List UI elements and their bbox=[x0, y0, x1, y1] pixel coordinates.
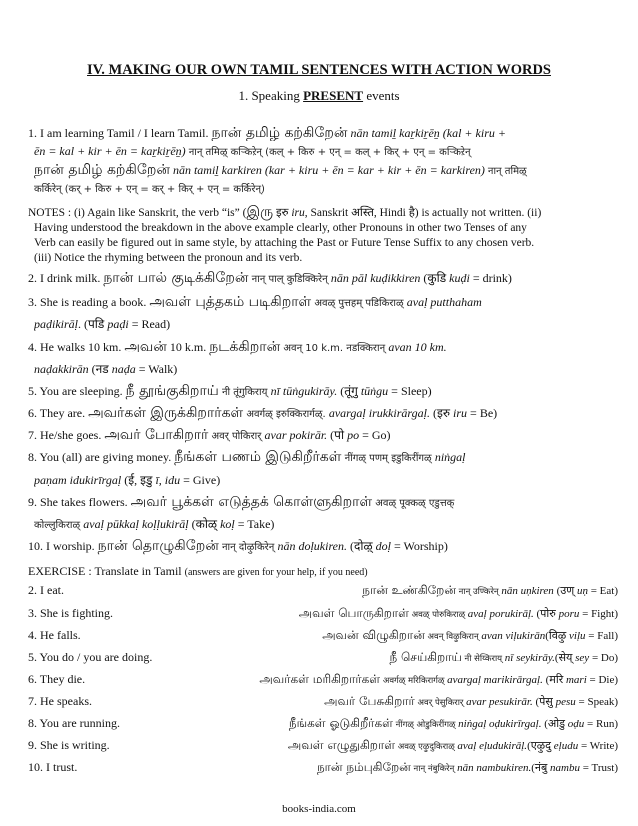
text-segment: iru bbox=[291, 207, 305, 219]
text-segment: (iii) Notice the rhyming between the pronoun and its verb. bbox=[34, 252, 303, 264]
text-segment: (पो bbox=[327, 428, 348, 442]
text-segment: nī seykirāy. bbox=[504, 652, 555, 664]
subtitle-prefix: 1. Speaking bbox=[238, 88, 304, 103]
text-segment: paḍi bbox=[107, 317, 129, 331]
text-segment: (कुडि bbox=[420, 271, 450, 285]
text-segment: avar pesukirār. bbox=[466, 696, 533, 708]
text-segment: நான் பால் குடிக்கிறேன் bbox=[103, 270, 249, 286]
exercise-answer bbox=[389, 650, 618, 666]
text-segment: 8. You (all) are giving money. bbox=[28, 450, 175, 464]
sentence-line bbox=[34, 316, 618, 332]
text-segment: nān doḷukiren. bbox=[277, 539, 347, 553]
text-segment: avaḷ pūkkaḷ koḷḷukirāḷ bbox=[83, 517, 189, 531]
text-segment: = Fight) bbox=[579, 608, 618, 620]
text-segment: poru bbox=[558, 608, 580, 620]
text-segment: = Walk) bbox=[135, 362, 178, 376]
text-segment: (ई, इडु bbox=[121, 473, 156, 487]
text-segment: (ओडु bbox=[541, 718, 568, 730]
text-segment: = Write) bbox=[578, 740, 618, 752]
text-segment: நீங்கள் பணம் இடுகிறீர்கள் bbox=[174, 449, 342, 465]
text-segment: (दोऴ् bbox=[347, 539, 376, 553]
text-segment: = Go) bbox=[359, 428, 391, 442]
text-segment: (मरि bbox=[542, 674, 566, 686]
sentence-line bbox=[28, 125, 618, 141]
text-segment: = Be) bbox=[467, 406, 498, 420]
text-segment: नींगळ् ओडुकिरींगळ् bbox=[392, 720, 459, 730]
text-segment: eḷudu bbox=[553, 740, 579, 752]
text-segment: (विऴु bbox=[545, 630, 570, 642]
text-segment: नान् तमिऴ् bbox=[487, 166, 527, 177]
exercise-answer bbox=[317, 760, 618, 776]
exercise-question: 3. She is fighting. bbox=[28, 606, 114, 620]
text-segment: avan viḷukirān bbox=[481, 630, 546, 642]
text-segment: நீங்கள் ஓடுகிறீர்கள் bbox=[288, 716, 393, 730]
text-segment: 6. They are. bbox=[28, 406, 89, 420]
sentence-line bbox=[34, 516, 618, 534]
exercise-question: 10. I trust. bbox=[28, 760, 78, 774]
text-segment: nān tamiḻ karkiren (kar + kiru + ēn = kar + kir + ēn = karkiren) bbox=[169, 163, 488, 177]
text-segment: नान् पाल् कुडिक्किरेन् bbox=[248, 274, 331, 285]
sentence-line bbox=[28, 405, 618, 423]
text-segment: iru bbox=[453, 406, 468, 420]
text-segment: nān uṇkiren bbox=[501, 585, 554, 597]
text-segment: अवर् पोकिरार् bbox=[208, 431, 265, 442]
text-segment: நான் உண்கிறேன் bbox=[362, 583, 456, 597]
text-segment: அவன் விழுகிறான் bbox=[322, 628, 425, 642]
sentence-line bbox=[28, 294, 618, 312]
text-segment: नी तूंगुकिराय् bbox=[218, 387, 271, 398]
text-segment: (कोळ् bbox=[188, 517, 221, 531]
text-segment: (एऴुदु bbox=[527, 740, 554, 752]
text-segment: Verb can easily be figured out in same style, by attaching the Past or Future Tense Suffix to any chosen verb. bbox=[34, 237, 535, 249]
text-segment: நடக்கிறான் bbox=[209, 339, 281, 355]
text-segment: oḍu bbox=[567, 718, 585, 730]
text-segment: Having understood the breakdown in the above example clearly, other Pronouns in other two Tenses of any bbox=[34, 222, 527, 234]
sentence-line bbox=[28, 538, 618, 556]
text-segment: 7. He/she goes. bbox=[28, 428, 105, 442]
exercise-question: 4. He falls. bbox=[28, 628, 81, 642]
sentence-line bbox=[34, 180, 618, 198]
exercise-question: 9. She is writing. bbox=[28, 738, 110, 752]
text-segment: = Give) bbox=[180, 473, 221, 487]
text-segment: இரு bbox=[246, 204, 274, 220]
exercise-question: 8. You are running. bbox=[28, 716, 120, 730]
text-segment: அவன் bbox=[124, 339, 167, 355]
sentence-line bbox=[34, 220, 618, 236]
text-segment: (सेय् bbox=[554, 652, 576, 664]
text-segment: = Fall) bbox=[585, 630, 618, 642]
text-segment: = Speak) bbox=[575, 696, 618, 708]
text-segment: அவர் போகிறார் bbox=[104, 427, 209, 443]
text-segment: naḍakkirān bbox=[34, 362, 89, 376]
text-segment: அவர் பேசுகிறார் bbox=[324, 694, 415, 708]
text-segment: avargaḷ marikirārgaḷ. bbox=[447, 674, 543, 686]
text-segment: अवर्गळ् मरिकिरार्गळ् bbox=[380, 676, 448, 686]
text-segment: nān tamiḻ kaṟkiṟēṉ (kal + kiru + bbox=[347, 126, 506, 140]
text-segment: nān nambukiren. bbox=[457, 762, 532, 774]
exercise-question: 5. You do / you are doing. bbox=[28, 650, 153, 664]
text-segment: nī tūṅgukirāy. bbox=[270, 384, 338, 398]
sentence-line bbox=[28, 449, 618, 467]
text-segment: pesu bbox=[555, 696, 576, 708]
sentence-line bbox=[34, 162, 618, 180]
text-segment: அவர் பூக்கள் எடுத்தக் கொள்ளுகிறாள் bbox=[130, 494, 373, 510]
sentence-line bbox=[34, 472, 618, 488]
text-segment: 2. I drink milk. bbox=[28, 271, 104, 285]
text-segment: अवर् पेसुकिरार् bbox=[414, 698, 467, 708]
text-segment: नान् दोऴुकिरेन् bbox=[218, 542, 278, 553]
text-segment: 1. I am learning Tamil / I learn Tamil. bbox=[28, 126, 212, 140]
text-segment: (नंबु bbox=[531, 762, 551, 774]
text-segment: அவள் புத்தகம் படிகிறாள் bbox=[149, 294, 312, 310]
text-segment: NOTES : (i) Again like Sanskrit, the verb “is” ( bbox=[28, 207, 247, 219]
text-segment: (answers are given for your help, if you need) bbox=[184, 567, 368, 578]
text-segment: paṇam idukirīrgaḷ bbox=[34, 473, 122, 487]
section-subtitle bbox=[0, 88, 638, 104]
text-segment: (नड bbox=[88, 362, 112, 376]
text-segment: niṅgaḷ bbox=[434, 450, 466, 464]
text-segment: . (पडि bbox=[78, 317, 108, 331]
text-segment: = Do) bbox=[589, 652, 618, 664]
text-segment: (इरु bbox=[429, 406, 454, 420]
text-segment: = Take) bbox=[234, 517, 275, 531]
text-segment: (उण् bbox=[553, 585, 577, 597]
text-segment: (पेसु bbox=[532, 696, 556, 708]
sentence-line bbox=[34, 250, 618, 266]
footer-source: books-india.com bbox=[282, 803, 356, 815]
text-segment: viḷu bbox=[569, 630, 586, 642]
text-segment: (तूंगु bbox=[337, 384, 361, 398]
text-segment: 4. He walks 10 km. bbox=[28, 340, 125, 354]
text-segment: कोल्लुकिराळ् bbox=[34, 520, 84, 531]
exercise-question: 2. I eat. bbox=[28, 583, 64, 597]
text-segment: अवळ् पुत्तहम् पडिकिराळ् bbox=[311, 298, 407, 309]
text-segment: avaḷ porukirāḷ. bbox=[467, 608, 534, 620]
text-segment: நீ செய்கிறாய் bbox=[389, 650, 462, 664]
text-segment: ēn = kal + kir + ēn = kaṟkiṟēṉ) bbox=[34, 144, 189, 158]
text-segment: = Worship) bbox=[390, 539, 448, 553]
text-segment: அவர்கள் இருக்கிறார்கள் bbox=[88, 405, 244, 421]
text-segment: अवळ् पोरुकिराळ् bbox=[408, 610, 468, 620]
exercise-answer bbox=[288, 738, 618, 754]
text-segment: EXERCISE : Translate in Tamil bbox=[28, 564, 185, 578]
text-segment: mari bbox=[565, 674, 587, 686]
text-segment: अवन् 10 k.m. नडक्किरान् bbox=[280, 343, 389, 354]
exercise-answer bbox=[362, 583, 618, 599]
text-segment: paḍikirāḷ bbox=[34, 317, 78, 331]
text-segment: नान् तमिऴ् कऱ्किऱेन् (कल् + किरु + एन् = कल् + किर् + एन् = कऱ्किऱेन् bbox=[188, 147, 471, 158]
text-segment: koḷ bbox=[220, 517, 235, 531]
text-segment: நான் தமிழ் கற்கிறேன் bbox=[211, 125, 348, 141]
text-segment: 3. She is reading a book. bbox=[28, 295, 150, 309]
text-segment: avaḷ eḷudukirāḷ. bbox=[457, 740, 528, 752]
text-segment: 5. You are sleeping. bbox=[28, 384, 126, 398]
text-segment: nān pāl kuḍikkiren bbox=[330, 271, 421, 285]
exercise-answer bbox=[324, 694, 618, 710]
subtitle-strong: PRESENT bbox=[303, 88, 364, 103]
text-segment: नान् उण्किरेन् bbox=[455, 587, 502, 597]
text-segment: = drink) bbox=[469, 271, 512, 285]
exercise-answer bbox=[322, 628, 618, 644]
text-segment: நான் தொழுகிறேன் bbox=[97, 538, 219, 554]
text-segment: tūṅgu bbox=[360, 384, 389, 398]
text-segment: niṅgaḷ oḍukirīrgaḷ. bbox=[458, 718, 542, 730]
sentence-line bbox=[28, 563, 618, 581]
exercise-question: 6. They die. bbox=[28, 672, 86, 686]
sentence-line bbox=[28, 270, 618, 288]
text-segment: = Eat) bbox=[587, 585, 618, 597]
text-segment: avar pokirār. bbox=[264, 428, 328, 442]
exercise-answer bbox=[299, 606, 618, 622]
text-segment: nambu bbox=[550, 762, 580, 774]
text-segment: = Sleep) bbox=[388, 384, 432, 398]
text-segment: doḷ bbox=[375, 539, 391, 553]
text-segment: அவர்கள் மரிகிறார்கள் bbox=[259, 672, 381, 686]
sentence-line bbox=[34, 143, 618, 161]
page-title: IV. MAKING OUR OWN TAMIL SENTENCES WITH ACTION WORDS bbox=[87, 62, 551, 78]
text-segment: = Trust) bbox=[579, 762, 618, 774]
text-segment: 10. I worship. bbox=[28, 539, 98, 553]
sentence-line bbox=[28, 494, 618, 512]
text-segment: kuḍi bbox=[449, 271, 470, 285]
sentence-line bbox=[28, 339, 618, 357]
text-segment: नी सेय्किराय् bbox=[461, 654, 505, 664]
sentence-line bbox=[28, 204, 618, 221]
text-segment: naḍa bbox=[111, 362, 136, 376]
text-segment: 10 k.m. bbox=[166, 340, 210, 354]
sentence-line bbox=[28, 427, 618, 445]
text-segment: நான் நம்புகிறேன் bbox=[316, 760, 411, 774]
text-segment: इरु bbox=[273, 207, 292, 219]
text-segment: uṇ bbox=[576, 585, 588, 597]
text-segment: avargaḷ irukkirārgaḷ. bbox=[328, 406, 430, 420]
text-segment: अवळ् पूक्कळ् एडुत्तक् bbox=[372, 498, 455, 509]
text-segment: நான் தமிழ் கற்கிறேன் bbox=[34, 162, 170, 178]
text-segment: sey bbox=[575, 652, 590, 664]
text-segment: po bbox=[347, 428, 360, 442]
text-segment: = Run) bbox=[584, 718, 618, 730]
text-segment: அவள் பொருகிறாள் bbox=[298, 606, 409, 620]
text-segment: अवर्गळ् इरुक्किरार्गळ्. bbox=[243, 409, 329, 420]
text-segment: = Die) bbox=[586, 674, 618, 686]
text-segment: avan 10 km. bbox=[388, 340, 447, 354]
text-segment: நீ தூங்குகிறாய் bbox=[125, 383, 219, 399]
exercise-question: 7. He speaks. bbox=[28, 694, 92, 708]
sentence-line bbox=[28, 383, 618, 401]
sentence-line bbox=[34, 361, 618, 377]
exercise-answer bbox=[259, 672, 618, 688]
text-segment: (पोरु bbox=[533, 608, 559, 620]
text-segment: , Sanskrit अस्ति, Hindi है) is actually not written. (ii) bbox=[304, 207, 542, 219]
text-segment: नान् नंबुकिरेन् bbox=[410, 764, 458, 774]
sentence-line bbox=[34, 235, 618, 251]
text-segment: अवळ् एऴुदुकिराळ् bbox=[395, 742, 458, 752]
text-segment: कर्किरेन् (कर् + किरु + एन् = कर् + किर् + एन् = कर्किरेन्) bbox=[34, 184, 265, 195]
text-segment: = Read) bbox=[128, 317, 171, 331]
text-segment: नींगळ् पणम् इडुकिरींगळ् bbox=[341, 453, 435, 464]
text-segment: avaḷ putthaham bbox=[406, 295, 482, 309]
text-segment: அவள் எழுதுகிறாள் bbox=[287, 738, 396, 752]
text-segment: ī, idu bbox=[155, 473, 181, 487]
subtitle-suffix: events bbox=[363, 88, 400, 103]
text-segment: अवन् विऴुकिरान् bbox=[424, 632, 482, 642]
exercise-answer bbox=[289, 716, 618, 732]
text-segment: 9. She takes flowers. bbox=[28, 495, 131, 509]
